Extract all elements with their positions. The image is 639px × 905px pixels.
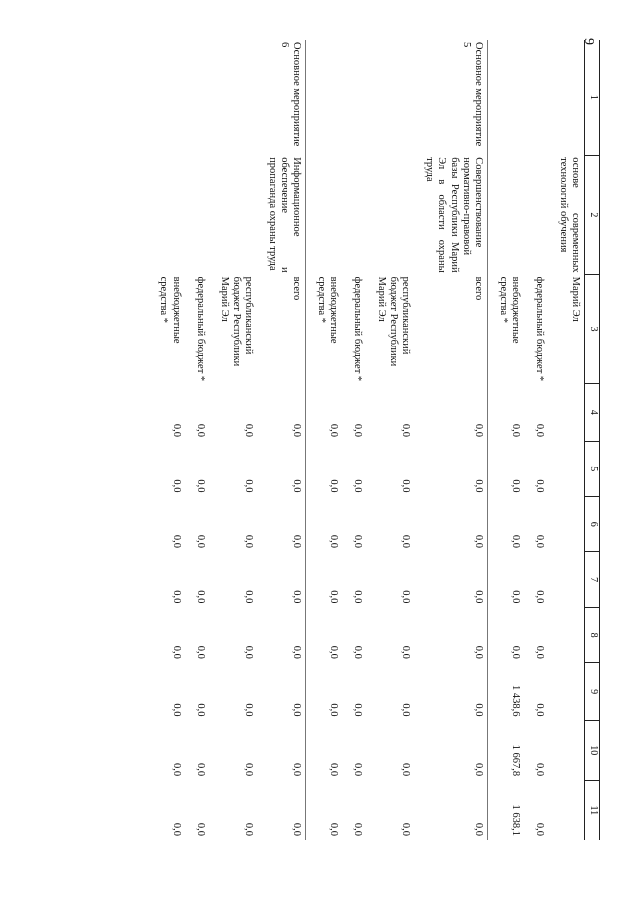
value-cell: 1 638,1 (509, 804, 521, 836)
value-cell: 0,0 (194, 534, 206, 548)
event-cell (366, 40, 414, 155)
description-cell (209, 155, 257, 274)
table-row (148, 40, 184, 840)
value-cell: 0,0 (352, 534, 364, 548)
funding-source-cell: внебюджетные средства * (497, 276, 521, 344)
column-header: 4 (585, 383, 600, 441)
value-cell: 0,0 (533, 703, 545, 717)
value-cell: 0,0 (414, 780, 487, 840)
value-cell: 0,0 (194, 590, 206, 604)
value-cell (548, 607, 585, 662)
funding-source-cell: всего (414, 275, 487, 384)
column-header: 1 (585, 40, 600, 155)
event-cell (209, 40, 257, 155)
value-cell: 0,0 (194, 822, 206, 836)
value-cell: 0,0 (352, 479, 364, 493)
value-cell: 0,0 (352, 590, 364, 604)
value-cell: 0,0 (170, 703, 182, 717)
value-cell (548, 496, 585, 551)
description-cell (148, 155, 184, 274)
value-cell: 0,0 (352, 703, 364, 717)
description-cell (306, 155, 343, 274)
value-cell: 0,0 (509, 590, 521, 604)
event-cell (524, 40, 548, 155)
description-cell (342, 155, 366, 274)
value-cell: 0,0 (328, 703, 340, 717)
value-cell: 0,0 (242, 590, 254, 604)
value-cell: 0,0 (400, 423, 412, 438)
value-cell: 0,0 (257, 780, 306, 840)
event-cell (342, 40, 366, 155)
value-cell: 0,0 (170, 479, 182, 493)
event-cell: Основное мероприятие 5 (414, 40, 487, 155)
value-cell: 0,0 (328, 822, 340, 836)
event-cell (185, 40, 209, 155)
value-cell: 0,0 (242, 645, 254, 659)
value-cell (548, 663, 585, 721)
column-header: 8 (585, 607, 600, 662)
column-header: 10 (585, 720, 600, 780)
table-row (257, 40, 306, 840)
description-cell: Информационное обеспечение и пропаганда охраны труда (257, 155, 306, 274)
description-cell: основе современных технологий обучения (557, 157, 581, 273)
column-header: 11 (585, 780, 600, 840)
value-cell: 0,0 (352, 645, 364, 659)
value-cell: 0,0 (194, 763, 206, 777)
value-cell: 0,0 (400, 703, 412, 717)
value-cell: 0,0 (533, 822, 545, 836)
event-cell: Основное мероприятие 6 (257, 40, 306, 155)
value-cell: 0,0 (400, 645, 412, 659)
value-cell: 0,0 (414, 607, 487, 662)
column-header: 9 (585, 663, 600, 721)
value-cell: 0,0 (414, 383, 487, 441)
value-cell: 0,0 (242, 703, 254, 717)
value-cell: 0,0 (400, 590, 412, 604)
value-cell: 0,0 (328, 763, 340, 777)
column-header: 7 (585, 552, 600, 607)
table-row (366, 40, 414, 840)
value-cell: 0,0 (533, 423, 545, 438)
table-row (414, 40, 487, 840)
funding-source-cell: республиканский бюджет Республики Марий Эл (376, 276, 412, 367)
value-cell (548, 552, 585, 607)
value-cell: 0,0 (414, 720, 487, 780)
description-cell (366, 155, 414, 274)
description-cell: Совершенствование нормативно-правовой базы Республики Марий Эл в области охраны труда (414, 155, 487, 274)
funding-source-cell: федеральный бюджет * (194, 276, 206, 382)
value-cell: 0,0 (194, 703, 206, 717)
description-cell (524, 155, 548, 274)
table-row (487, 40, 524, 840)
value-cell: 1 438,6 (509, 684, 521, 717)
value-cell: 0,0 (242, 534, 254, 548)
value-cell: 0,0 (400, 763, 412, 777)
description-cell (185, 155, 209, 274)
value-cell: 0,0 (414, 441, 487, 496)
value-cell: 0,0 (533, 763, 545, 777)
table-header-row (585, 40, 600, 840)
table-body (148, 40, 584, 840)
value-cell: 0,0 (509, 479, 521, 493)
value-cell: 0,0 (242, 423, 254, 438)
column-header: 2 (585, 155, 600, 274)
value-cell (548, 780, 585, 840)
funding-source-cell: республиканский бюджет Республики Марий Эл (218, 276, 254, 367)
value-cell: 0,0 (414, 552, 487, 607)
value-cell: 0,0 (194, 479, 206, 493)
value-cell (548, 441, 585, 496)
description-cell (487, 155, 524, 274)
value-cell: 0,0 (257, 496, 306, 551)
value-cell: 0,0 (328, 590, 340, 604)
value-cell: 0,0 (414, 663, 487, 721)
value-cell: 0,0 (170, 645, 182, 659)
event-cell (148, 40, 184, 155)
event-cell (487, 40, 524, 155)
value-cell: 0,0 (328, 423, 340, 438)
value-cell (548, 383, 585, 441)
table-row (342, 40, 366, 840)
value-cell: 0,0 (400, 479, 412, 493)
value-cell: 0,0 (257, 607, 306, 662)
value-cell: 0,0 (170, 822, 182, 836)
table-row (524, 40, 548, 840)
value-cell: 0,0 (400, 534, 412, 548)
value-cell: 0,0 (533, 645, 545, 659)
table-row (306, 40, 343, 840)
event-cell (306, 40, 343, 155)
funding-source-cell: внебюджетные средства * (316, 276, 340, 344)
funding-source-cell: Марий Эл (570, 276, 581, 322)
value-cell: 0,0 (170, 763, 182, 777)
value-cell: 0,0 (257, 663, 306, 721)
value-cell: 0,0 (352, 423, 364, 438)
value-cell: 0,0 (509, 534, 521, 548)
value-cell: 0,0 (352, 763, 364, 777)
value-cell: 0,0 (257, 720, 306, 780)
value-cell: 0,0 (194, 423, 206, 438)
value-cell: 0,0 (170, 534, 182, 548)
value-cell: 0,0 (170, 423, 182, 438)
funding-source-cell: федеральный бюджет * (352, 276, 364, 382)
value-cell: 0,0 (257, 552, 306, 607)
funding-source-cell: федеральный бюджет * (533, 276, 545, 382)
column-header: 5 (585, 441, 600, 496)
column-header: 3 (585, 275, 600, 384)
event-cell (548, 40, 585, 155)
value-cell: 0,0 (328, 645, 340, 659)
table-row (185, 40, 209, 840)
value-cell: 0,0 (509, 645, 521, 659)
value-cell: 0,0 (352, 822, 364, 836)
value-cell: 0,0 (257, 383, 306, 441)
value-cell: 1 667,8 (509, 744, 521, 777)
value-cell: 0,0 (414, 496, 487, 551)
value-cell: 0,0 (242, 822, 254, 836)
value-cell: 0,0 (328, 479, 340, 493)
table-row (548, 40, 585, 840)
funding-source-cell: внебюджетные средства * (158, 276, 182, 344)
page-number: 9 (581, 38, 596, 45)
funding-source-cell: всего (257, 275, 306, 384)
value-cell: 0,0 (194, 645, 206, 659)
rotated-table-container (80, 40, 600, 840)
value-cell (548, 720, 585, 780)
value-cell: 0,0 (257, 441, 306, 496)
value-cell: 0,0 (328, 534, 340, 548)
value-cell: 0,0 (533, 534, 545, 548)
funding-table (148, 40, 600, 840)
value-cell: 0,0 (170, 590, 182, 604)
table-row (209, 40, 257, 840)
value-cell: 0,0 (533, 479, 545, 493)
column-header: 6 (585, 496, 600, 551)
value-cell: 0,0 (533, 590, 545, 604)
value-cell: 0,0 (242, 479, 254, 493)
value-cell: 0,0 (509, 423, 521, 438)
value-cell: 0,0 (400, 822, 412, 836)
value-cell: 0,0 (242, 763, 254, 777)
